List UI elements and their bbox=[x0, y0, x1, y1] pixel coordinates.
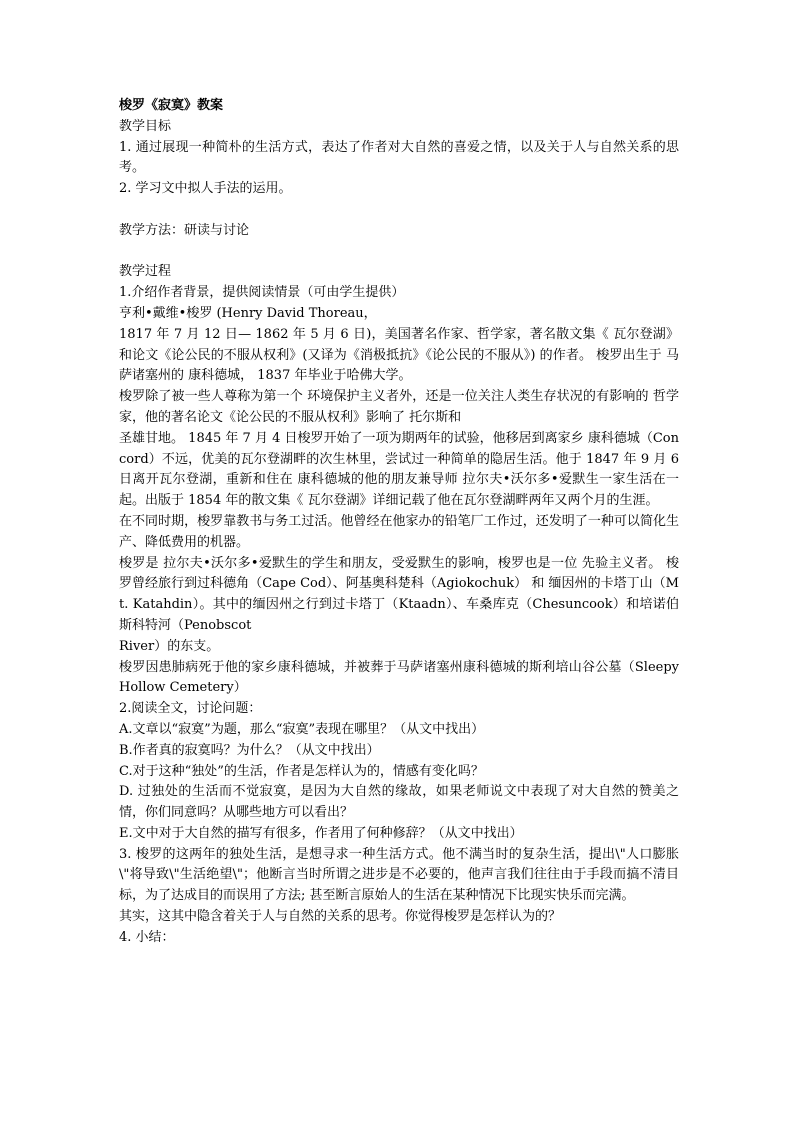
author-bio-paragraph-2: 梭罗除了被一些人尊称为第一个 环境保护主义者外，还是一位关注人类生存状况的有影响的 哲学家，他的著名论文《论公民的不服从权利》影响了 托尔斯和 bbox=[119, 389, 679, 425]
process-step-1-heading: 1.介绍作者背景，提供阅读情景（可由学生提供） bbox=[119, 285, 405, 301]
author-bio-paragraph-6: River）的东支。 bbox=[119, 638, 220, 654]
author-bio-paragraph-7: 梭罗因患肺病死于他的家乡康科德城，并被葬于马萨诸塞州康科德城的斯利培山谷公墓（Sleepy Hollow Cemetery） bbox=[119, 659, 679, 696]
question-a: A.文章以“寂寞”为题，那么“寂寞”表现在哪里？（从文中找出） bbox=[119, 721, 485, 737]
document-title: 梭罗《寂寞》教案 bbox=[119, 98, 224, 113]
document-page bbox=[119, 96, 679, 949]
goal-item-1: 1. 通过展现一种简朴的生活方式，表达了作者对大自然的喜爱之情，以及关于人与自然关系的思考。 bbox=[119, 139, 679, 176]
author-bio-paragraph-4: 在不同时期，梭罗靠教书与务工过活。他曾经在他家办的铅笔厂工作过，还发明了一种可以简化生产、降低费用的机器。 bbox=[119, 513, 679, 550]
heading-teaching-process: 教学过程 bbox=[119, 264, 172, 280]
author-bio-paragraph-5: 梭罗是 拉尔夫•沃尔多•爱默生的学生和朋友，受爱默生的影响，梭罗也是一位 先验主义者。 梭罗曾经旅行到过科德角（Cape Cod）、阿基奥科楚科（Agiokochuk） 和 缅因州的卡塔丁山（Mt. Katahdin）。其中的缅因州之行到过卡塔丁（Ktaadn）、车桑库克（Chesuncook）和培诺伯斯科特河（Penobscot bbox=[119, 555, 679, 633]
blank-line bbox=[119, 200, 679, 221]
teaching-method: 教学方法：研读与讨论 bbox=[119, 222, 250, 238]
process-step-3: 3. 梭罗的这两年的独处生活，是想寻求一种生活方式。他不满当时的复杂生活，提出\"人口膨胀\"将导致\"生活绝望\"；他断言当时所谓之进步是不必要的，他声言我们往往由于手段而搞不清目标，为了达成目的而误用了方法; 甚至断言原始人的生活在某种情况下比现实快乐而完满。 bbox=[119, 846, 679, 904]
question-e: E.文中对于大自然的描写有很多，作者用了何种修辞？（从文中找出） bbox=[119, 825, 523, 841]
blank-line bbox=[119, 242, 679, 263]
heading-teaching-goals: 教学目标 bbox=[119, 118, 172, 134]
process-step-3-followup: 其实，这其中隐含着关于人与自然的关系的思考。你觉得梭罗是怎样认为的？ bbox=[119, 909, 562, 925]
author-name-line: 亨利•戴维•梭罗 (Henry David Thoreau， bbox=[119, 305, 377, 321]
author-bio-paragraph-1: 1817 年 7 月 12 日— 1862 年 5 月 6 日)，美国著名作家、哲学家，著名散文集《 瓦尔登湖》和论文《论公民的不服从权利》(又译为《消极抵抗》《论公民的不服从》) 的作者。 梭罗出生于 马萨诸塞州的 康科德城， 1837 年毕业于哈佛大学。 bbox=[119, 326, 679, 384]
question-b: B.作者真的寂寞吗？为什么？（从文中找出） bbox=[119, 742, 380, 758]
question-d: D. 过独处的生活而不觉寂寞，是因为大自然的缘故，如果老师说文中表现了对大自然的赞美之情，你们同意吗？从哪些地方可以看出？ bbox=[119, 784, 679, 821]
process-step-4-summary: 4. 小结： bbox=[119, 929, 175, 945]
question-c: C.对于这种“独处”的生活，作者是怎样认为的，情感有变化吗？ bbox=[119, 763, 484, 779]
author-bio-paragraph-3: 圣雄甘地。 1845 年 7 月 4 日梭罗开始了一项为期两年的试验，他移居到离家乡 康科德城（Concord）不远，优美的瓦尔登湖畔的次生林里，尝试过一种简单的隐居生活。他于 1847 年 9 月 6 日离开瓦尔登湖，重新和住在 康科德城的他的朋友兼导师 拉尔夫•沃尔多•爱默生一家生活在一起。出版于 1854 年的散文集《 瓦尔登湖》详细记载了他在瓦尔登湖畔两年又两个月的生涯。 bbox=[119, 430, 679, 509]
goal-item-2: 2. 学习文中拟人手法的运用。 bbox=[119, 181, 292, 197]
process-step-2-heading: 2.阅读全文，讨论问题： bbox=[119, 701, 262, 717]
